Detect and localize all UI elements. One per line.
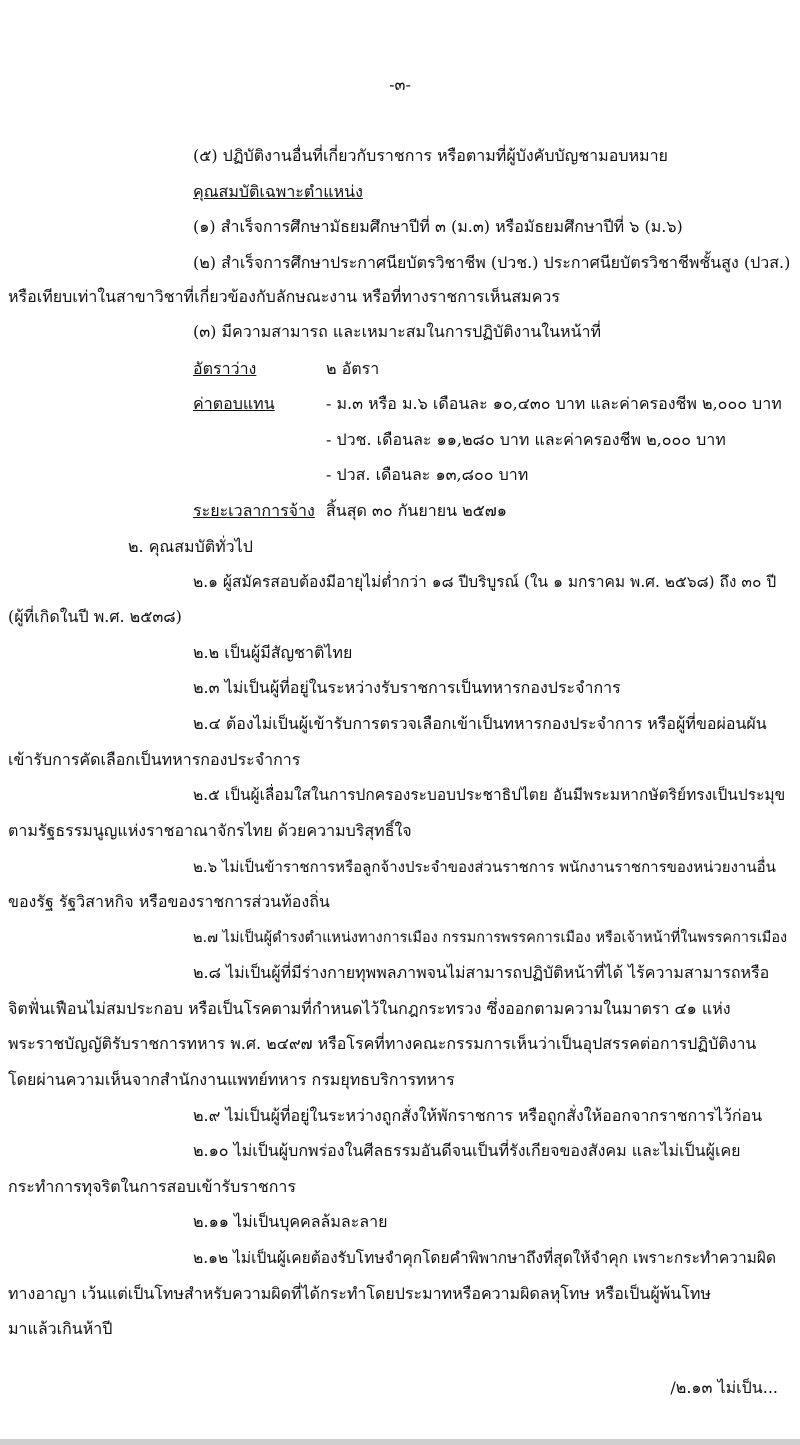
general-item-10-cont: กระทำการทุจริตในการสอบเข้ารับราชการ	[8, 1177, 296, 1196]
general-item-4: ๒.๔ ต้องไม่เป็นผู้เข้ารับการตรวจเลือกเข้าเป็นทหารกองประจำการ หรือผู้ที่ขอผ่อนผัน	[193, 714, 767, 733]
compensation-item-2: - ปวช. เดือนละ ๑๑,๒๘๐ บาท และค่าครองชีพ ๒,๐๐๐ บาท	[326, 430, 726, 449]
employment-period-label: ระยะเวลาการจ้าง	[193, 501, 315, 520]
vacancy-value: ๒ อัตรา	[326, 359, 380, 378]
general-item-5-cont: ตามรัฐธรรมนูญแห่งราชอาณาจักรไทย ด้วยความบริสุทธิ์ใจ	[8, 821, 412, 840]
general-item-5: ๒.๕ เป็นผู้เลื่อมใสในการปกครองระบอบประชาธิปไตย อันมีพระมหากษัตริย์ทรงเป็นประมุข	[193, 786, 786, 804]
qualification-2-cont: หรือเทียบเท่าในสาขาวิชาที่เกี่ยวข้องกับลักษณะงาน หรือที่ทางราชการเห็นสมควร	[8, 287, 560, 306]
general-item-10: ๒.๑๐ ไม่เป็นผู้บกพร่องในศีลธรรมอันดีจนเป็นที่รังเกียจของสังคม และไม่เป็นผู้เคย	[193, 1141, 741, 1160]
general-item-4-cont: เข้ารับการคัดเลือกเป็นทหารกองประจำการ	[8, 750, 301, 769]
general-item-6: ๒.๖ ไม่เป็นข้าราชการหรือลูกจ้างประจำของส่วนราชการ พนักงานราชการของหน่วยงานอื่น	[193, 858, 776, 876]
qualification-1: (๑) สำเร็จการศึกษามัธยมศึกษาปีที่ ๓ (ม.๓) หรือมัธยมศึกษาปีที่ ๖ (ม.๖)	[193, 217, 683, 236]
compensation-item-1: - ม.๓ หรือ ม.๖ เดือนละ ๑๐,๔๓๐ บาท และค่าครองชีพ ๒,๐๐๐ บาท	[326, 394, 782, 413]
general-item-6-cont: ของรัฐ รัฐวิสาหกิจ หรือของราชการส่วนท้องถิ่น	[8, 892, 330, 911]
general-item-8-cont-2: พระราชบัญญัติรับราชการทหาร พ.ศ. ๒๔๙๗ หรือโรคที่ทางคณะกรรมการเห็นว่าเป็นอุปสรรคต่อการปฏิบัติงาน	[8, 1034, 757, 1053]
qualification-3: (๓) มีความสามารถ และเหมาะสมในการปฏิบัติงานในหน้าที่	[193, 322, 602, 341]
general-item-9: ๒.๙ ไม่เป็นผู้ที่อยู่ในระหว่างถูกสั่งให้พักราชการ หรือถูกสั่งให้ออกจากราชการไว้ก่อน	[193, 1106, 763, 1125]
compensation-item-3: - ปวส. เดือนละ ๑๓,๘๐๐ บาท	[326, 465, 529, 484]
general-item-11: ๒.๑๑ ไม่เป็นบุคคลล้มละลาย	[193, 1212, 388, 1231]
page-number: -๓-	[389, 75, 411, 94]
scan-bottom-edge	[0, 1439, 800, 1445]
continuation-note: /๒.๑๓ ไม่เป็น...	[670, 1378, 778, 1397]
qualification-2: (๒) สำเร็จการศึกษาประกาศนียบัตรวิชาชีพ (ปวช.) ประกาศนียบัตรวิชาชีพชั้นสูง (ปวส.)	[193, 253, 791, 272]
general-item-8: ๒.๘ ไม่เป็นผู้ที่มีร่างกายทุพพลภาพจนไม่สามารถปฏิบัติหน้าที่ได้ ไร้ความสามารถหรือ	[193, 963, 770, 982]
general-item-3: ๒.๓ ไม่เป็นผู้ที่อยู่ในระหว่างรับราชการเป็นทหารกองประจำการ	[193, 678, 621, 697]
vacancy-label: อัตราว่าง	[193, 359, 257, 378]
general-item-2: ๒.๒ เป็นผู้มีสัญชาติไทย	[193, 643, 353, 662]
general-item-1: ๒.๑ ผู้สมัครสอบต้องมีอายุไม่ต่ำกว่า ๑๘ ปีบริบูรณ์ (ใน ๑ มกราคม พ.ศ. ๒๕๖๘) ถึง ๓๐ ปี	[193, 573, 777, 591]
general-heading: ๒. คุณสมบัติทั่วไป	[128, 537, 253, 556]
general-item-12: ๒.๑๒ ไม่เป็นผู้เคยต้องรับโทษจำคุกโดยคำพิพากษาถึงที่สุดให้จำคุก เพราะกระทำความผิด	[193, 1249, 777, 1267]
duty-item-5: (๕) ปฏิบัติงานอื่นที่เกี่ยวกับราชการ หรือตามที่ผู้บังคับบัญชามอบหมาย	[193, 146, 668, 165]
general-item-8-cont-3: โดยผ่านความเห็นจากสำนักงานแพทย์ทหาร กรมยุทธบริการทหาร	[8, 1070, 455, 1089]
general-item-12-cont-1: ทางอาญา เว้นแต่เป็นโทษสำหรับความผิดที่ได้กระทำโดยประมาทหรือความผิดลหุโทษ หรือเป็นผู้พ้นโทษ	[8, 1284, 711, 1303]
compensation-label: ค่าตอบแทน	[193, 394, 275, 413]
general-item-1-cont: (ผู้ที่เกิดในปี พ.ศ. ๒๕๓๘)	[8, 607, 182, 626]
general-item-8-cont-1: จิตฟั่นเฟือนไม่สมประกอบ หรือเป็นโรคตามที่กำหนดไว้ในกฎกระทรวง ซึ่งออกตามความในมาตรา ๔๑ แห่ง	[8, 999, 731, 1018]
employment-period-value: สิ้นสุด ๓๐ กันยายน ๒๕๗๑	[326, 501, 507, 520]
general-item-7: ๒.๗ ไม่เป็นผู้ดำรงตำแหน่งทางการเมือง กรรมการพรรคการเมือง หรือเจ้าหน้าที่ในพรรคการเมือง	[193, 930, 788, 946]
qualifications-heading: คุณสมบัติเฉพาะตำแหน่ง	[193, 182, 363, 201]
general-item-12-cont-2: มาแล้วเกินห้าปี	[8, 1319, 113, 1338]
